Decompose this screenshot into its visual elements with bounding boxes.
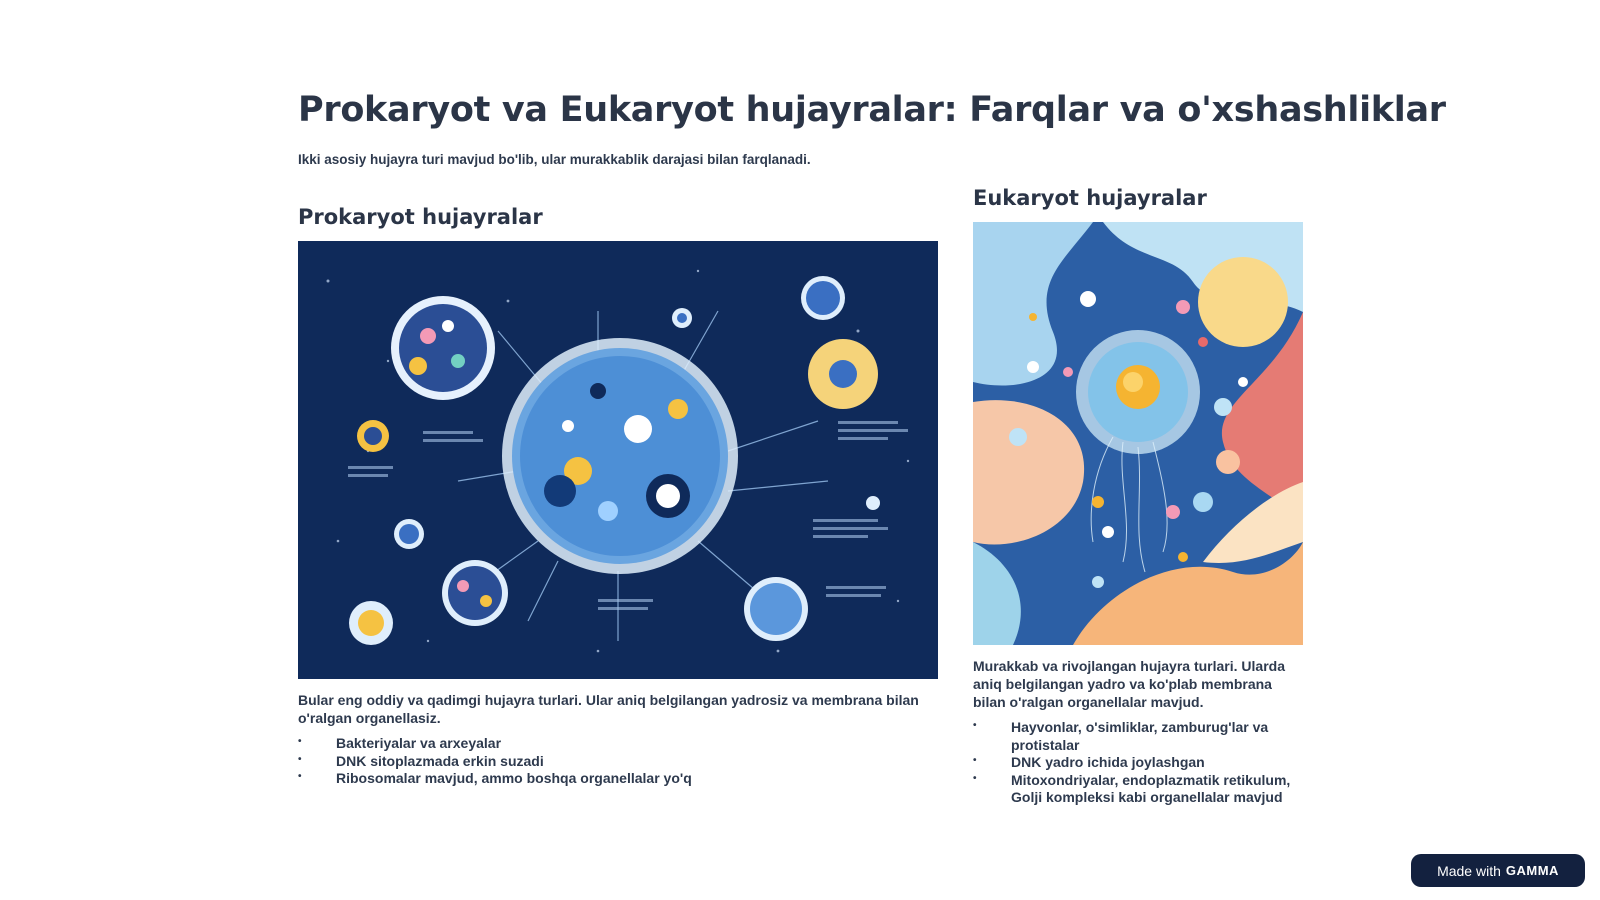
eukaryote-description: Murakkab va rivojlangan hujayra turlari. Ularda aniq belgilangan yadro va ko'plab membrana bilan o'ralgan organellalar mavjud. [973, 658, 1285, 710]
gamma-logo: GAMMA [1505, 863, 1559, 878]
list-item [973, 719, 1303, 754]
badge-prefix: Made with [1437, 862, 1501, 879]
bullet-icon: • [973, 772, 977, 784]
list-item-text: Ribosomalar mavjud, ammo boshqa organellalar yo'q [336, 770, 692, 786]
list-item-text: Bakteriyalar va arxeyalar [336, 735, 502, 751]
bullet-icon: • [298, 753, 302, 765]
list-item [298, 735, 938, 753]
list-item [298, 753, 938, 771]
eukaryote-heading: Eukaryot hujayralar [973, 186, 1207, 210]
bullet-icon: • [298, 771, 302, 782]
prokaryote-column [298, 205, 938, 788]
bullet-icon: • [973, 720, 977, 731]
prokaryote-heading: Prokaryot hujayralar [298, 205, 543, 229]
list-item-text: Mitoxondriyalar, endoplazmatik retikulum, Golji kompleksi kabi organellalar mavjud [1011, 771, 1291, 805]
slide-title: Prokaryot va Eukaryot hujayralar: Farqlar va o'xshashliklar [298, 90, 1446, 130]
list-item [298, 770, 938, 788]
bullet-icon: • [298, 736, 302, 747]
eukaryote-illustration [973, 222, 1303, 645]
prokaryote-illustration [298, 241, 938, 679]
prokaryote-description: Bular eng oddiy va qadimgi hujayra turlari. Ular aniq belgilangan yadrosiz va membrana bilan o'ralgan organellasiz. [298, 692, 919, 726]
prokaryote-bullet-list [298, 735, 938, 788]
list-item-text: Hayvonlar, o'simliklar, zamburug'lar va protistalar [1011, 719, 1269, 753]
eukaryote-bullet-list [973, 719, 1303, 807]
made-with-gamma-badge[interactable] [1411, 854, 1585, 887]
eukaryote-column [973, 186, 1303, 807]
bullet-icon: • [973, 755, 977, 766]
list-item [973, 754, 1303, 772]
list-item-text: DNK yadro ichida joylashgan [1011, 754, 1205, 770]
slide-subtitle: Ikki asosiy hujayra turi mavjud bo'lib, ular murakkablik darajasi bilan farqlanadi. [298, 152, 811, 167]
list-item [973, 772, 1303, 807]
list-item-text: DNK sitoplazmada erkin suzadi [336, 752, 544, 769]
